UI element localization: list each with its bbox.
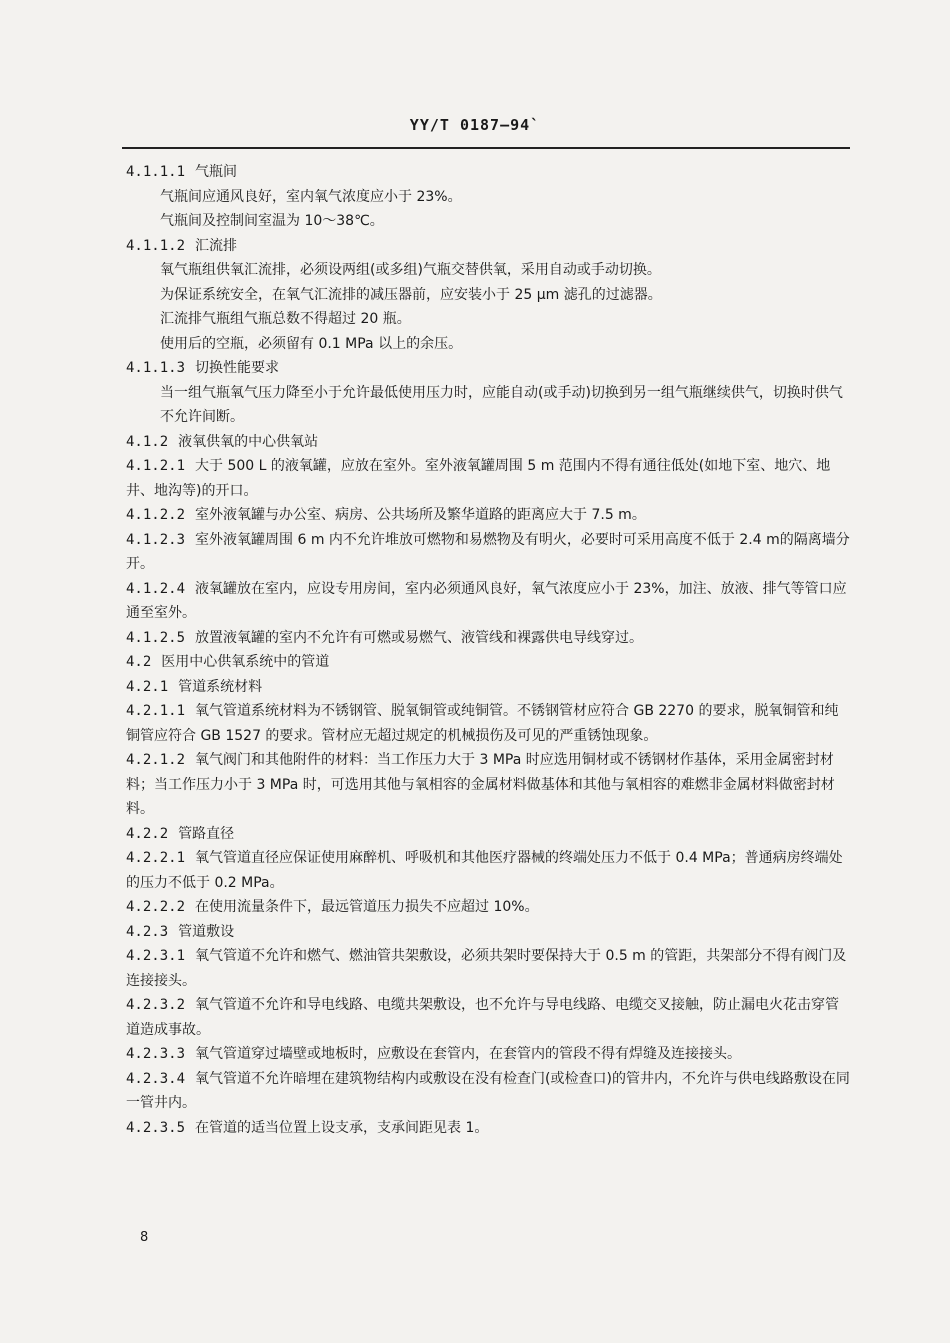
paragraph [126, 381, 850, 430]
paragraph [126, 209, 850, 234]
clause-number: 4.1.2.1 [126, 458, 186, 474]
clause-text: 气瓶间及控制间室温为 10～38℃。 [160, 213, 384, 229]
clause-text: 液氧罐放在室内，应设专用房间，室内必须通风良好，氧气浓度应小于 23%，加注、放液、排气等管口应通至室外。 [126, 580, 847, 621]
clause-number: 4.2.3.5 [126, 1119, 186, 1136]
paragraph [126, 650, 850, 675]
paragraph [126, 944, 850, 993]
clause-text: 室外液氧罐与办公室、病房、公共场所及繁华道路的距离应大于 7.5 m。 [195, 507, 646, 523]
clause-text: 在使用流量条件下，最远管道压力损失不应超过 10%。 [195, 899, 539, 915]
paragraph [126, 846, 850, 895]
clause-number: 4.2.3.1 [126, 948, 186, 964]
paragraph [126, 356, 850, 381]
paragraph [126, 234, 850, 259]
paragraph [126, 283, 850, 308]
clause-text: 氧气管道穿过墙壁或地板时，应敷设在套管内，在套管内的管段不得有焊缝及连接接头。 [195, 1046, 742, 1062]
paragraph [126, 920, 850, 945]
clause-number: 4.2.3.2 [126, 997, 186, 1013]
clause-text: 汇流排 [195, 237, 238, 254]
paragraph [126, 675, 850, 700]
paragraph [126, 626, 850, 651]
clause-number: 4.2 [126, 654, 152, 670]
paragraph [126, 503, 850, 528]
paragraph [126, 699, 850, 748]
clause-number: 4.2.3 [126, 923, 169, 940]
standard-header: YY/T 0187—94` [409, 116, 541, 134]
clause-text: 氧气瓶组供氧汇流排，必须设两组(或多组)气瓶交替供氧，采用自动或手动切换。 [160, 262, 661, 278]
clause-text: 氧气管道不允许暗埋在建筑物结构内或敷设在没有检查门(或检查口)的管井内，不允许与供电线路敷设在同一管井内。 [126, 1070, 850, 1111]
clause-text: 液氧供氧的中心供氧站 [178, 433, 319, 450]
clause-text: 当一组气瓶氧气压力降至小于允许最低使用压力时，应能自动(或手动)切换到另一组气瓶继续供气，切换时供气不允许间断。 [160, 384, 843, 425]
clause-number: 4.2.2.1 [126, 850, 186, 866]
clause-number: 4.1.1.2 [126, 237, 186, 254]
paragraph [126, 1042, 850, 1067]
clause-text: 管道敷设 [178, 923, 235, 940]
paragraph [126, 1116, 850, 1141]
paragraph [126, 895, 850, 920]
paragraph [126, 822, 850, 847]
paragraph [126, 160, 850, 185]
clause-number: 4.1.2.4 [126, 580, 186, 597]
paragraph [126, 528, 850, 577]
clause-number: 4.2.1 [126, 678, 169, 695]
clause-text: 氧气管道直径应保证使用麻醉机、呼吸机和其他医疗器械的终端处压力不低于 0.4 MPa；普通病房终端处的压力不低于 0.2 MPa。 [126, 850, 843, 891]
clause-text: 气瓶间 [195, 164, 238, 180]
clause-text: 大于 500 L 的液氧罐，应放在室外。室外液氧罐周围 5 m 范围内不得有通往低处(如地下室、地穴、地井、地沟等)的开口。 [126, 458, 831, 499]
clause-text: 氧气管道系统材料为不锈钢管、脱氧铜管或纯铜管。不锈钢管材应符合 GB 2270 的要求，脱氧铜管和纯铜管应符合 GB 1527 的要求。管材应无超过规定的机械损伤及可见的严重锈蚀现象。 [126, 703, 839, 744]
page-number: 8 [140, 1230, 149, 1245]
paragraph [126, 993, 850, 1042]
paragraph [126, 748, 850, 822]
clause-number: 4.2.1.2 [126, 752, 186, 768]
clause-text: 切换性能要求 [195, 360, 280, 376]
clause-number: 4.1.2 [126, 433, 169, 450]
clause-number: 4.2.1.1 [126, 703, 186, 719]
clause-number: 4.1.2.2 [126, 507, 186, 523]
clause-number: 4.1.1.3 [126, 360, 186, 376]
clause-number: 4.2.3.3 [126, 1046, 186, 1062]
clause-text: 室外液氧罐周围 6 m 内不允许堆放可燃物和易燃物及有明火，必要时可采用高度不低于 2.4 m的隔离墙分开。 [126, 531, 850, 572]
paragraph [126, 430, 850, 455]
paragraph [126, 454, 850, 503]
clause-number: 4.1.1.1 [126, 164, 186, 180]
clause-number: 4.1.2.5 [126, 629, 186, 646]
clause-text: 管路直径 [178, 825, 235, 842]
body-text [126, 160, 850, 1140]
clause-number: 4.2.2 [126, 825, 169, 842]
paragraph [126, 1067, 850, 1116]
clause-text: 放置液氧罐的室内不允许有可燃或易燃气、液管线和裸露供电导线穿过。 [195, 629, 644, 646]
clause-number: 4.1.2.3 [126, 531, 186, 548]
paragraph [126, 307, 850, 332]
clause-text: 氧气管道不允许和导电线路、电缆共架敷设，也不允许与导电线路、电缆交叉接触，防止漏电火花击穿管道造成事故。 [126, 997, 840, 1038]
clause-number: 4.2.3.4 [126, 1070, 186, 1087]
clause-number: 4.2.2.2 [126, 899, 186, 915]
clause-text: 氧气阀门和其他附件的材料：当工作压力大于 3 MPa 时应选用铜材或不锈钢材作基体，采用金属密封材料；当工作压力小于 3 MPa 时，可选用其他与氧相容的金属材料做基体和其他与氧相容的难燃非金属材料做密封材料。 [126, 752, 835, 817]
paragraph [126, 185, 850, 210]
clause-text: 医用中心供氧系统中的管道 [161, 654, 330, 670]
header-rule [122, 147, 850, 149]
clause-text: 为保证系统安全，在氧气汇流排的减压器前，应安装小于 25 μm 滤孔的过滤器。 [160, 286, 662, 303]
clause-text: 使用后的空瓶，必须留有 0.1 MPa 以上的余压。 [160, 335, 463, 352]
paragraph [126, 258, 850, 283]
clause-text: 氧气管道不允许和燃气、燃油管共架敷设，必须共架时要保持大于 0.5 m 的管距，共架部分不得有阀门及连接接头。 [126, 948, 847, 989]
clause-text: 汇流排气瓶组气瓶总数不得超过 20 瓶。 [160, 311, 411, 327]
paragraph [126, 332, 850, 357]
clause-text: 气瓶间应通风良好，室内氧气浓度应小于 23%。 [160, 188, 462, 205]
paragraph [126, 577, 850, 626]
clause-text: 在管道的适当位置上设支承，支承间距见表 1。 [195, 1119, 489, 1136]
clause-text: 管道系统材料 [178, 678, 263, 695]
